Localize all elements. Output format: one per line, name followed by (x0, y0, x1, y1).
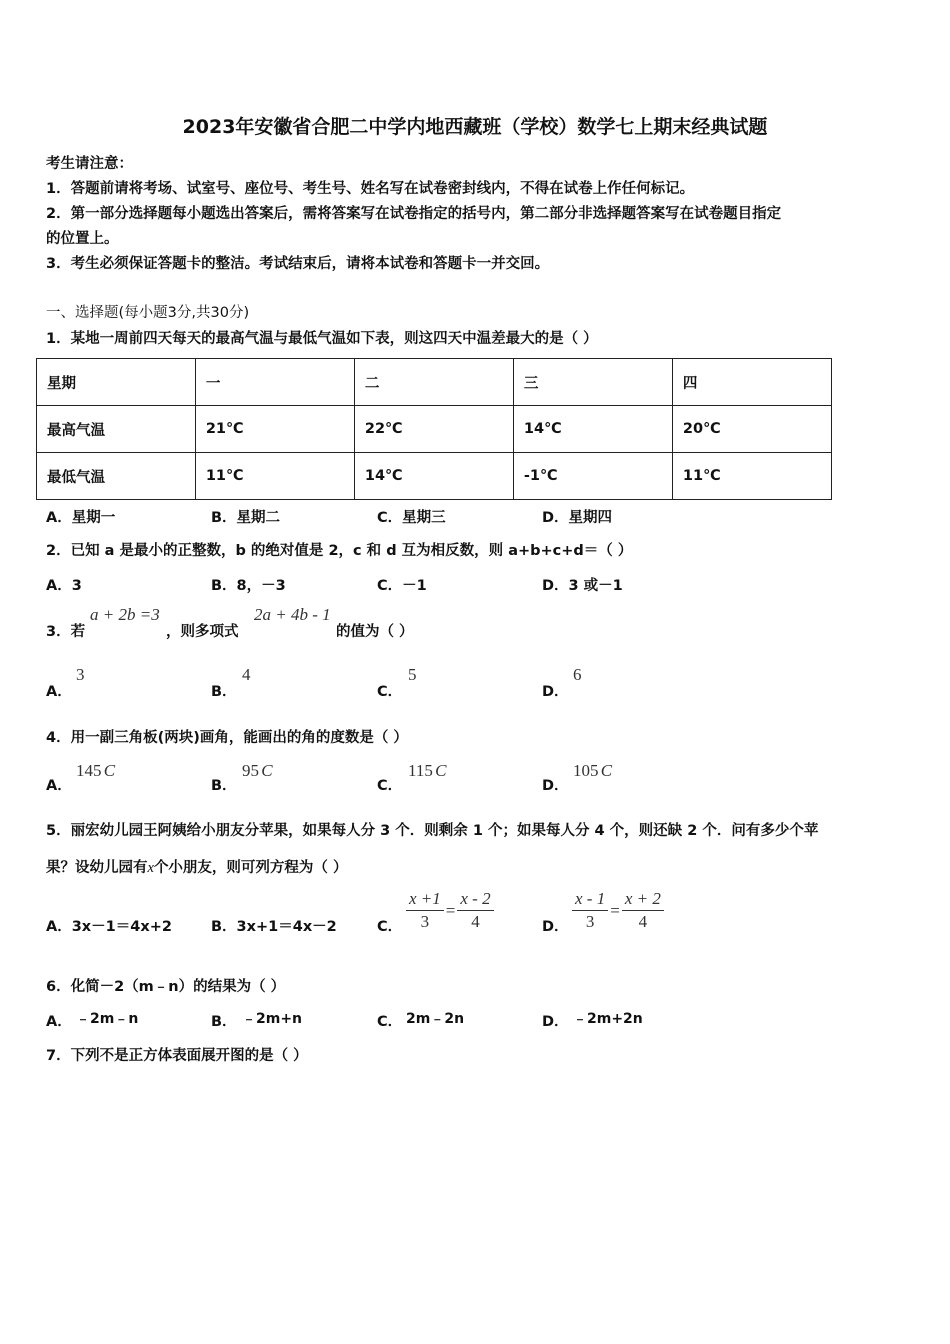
table-cell: 二 (354, 359, 513, 406)
option-d-label: D． (542, 684, 569, 700)
table-row (37, 406, 832, 453)
option-d-label: D． (542, 919, 569, 935)
denominator: 3 (585, 912, 595, 931)
option-c-label: C． (377, 1014, 403, 1030)
option-c-value: 2m﹣2n (406, 1011, 465, 1027)
option-a: A．3 (46, 578, 82, 594)
option-b-label: B． (211, 778, 237, 794)
option-d-value: 6 (573, 665, 582, 684)
option-c-label: C． (377, 778, 403, 794)
question-1-stem: 1．某地一周前四天每天的最高气温与最低气温如下表，则这四天中温差最大的是（ ） (46, 331, 598, 347)
table-cell: 11℃ (195, 453, 354, 500)
angle-degrees: 95 (242, 761, 259, 780)
notice-item: 2．第一部分选择题每小题选出答案后，需将答案写在试卷指定的括号内，第二部分非选择题答案写在试卷题目指定 (46, 206, 782, 222)
option-a: A．星期一 (46, 510, 116, 526)
question-3-expression: 2a + 4b - 1 (254, 605, 331, 624)
option-c-label: C． (377, 684, 403, 700)
fraction (406, 888, 444, 933)
table-cell: 14℃ (513, 406, 672, 453)
option-d: D．3 或－1 (542, 578, 623, 594)
table-cell: 14℃ (354, 453, 513, 500)
angle-unit: C (103, 761, 116, 780)
denominator: 3 (420, 912, 430, 931)
question-5-stem-line2 (46, 856, 348, 877)
option-a: A．3x－1＝4x+2 (46, 919, 172, 935)
question-7-stem: 7．下列不是正方体表面展开图的是（ ） (46, 1048, 308, 1064)
angle-unit: C (435, 761, 447, 780)
option-b: B．3x+1＝4x－2 (211, 919, 337, 935)
denominator: 4 (638, 912, 648, 931)
notice-heading: 考生请注意： (46, 156, 133, 172)
option-b-value: ﹣2m+n (242, 1011, 303, 1027)
question-3-mid: ，则多项式 (166, 624, 239, 640)
option-c-label: C． (377, 919, 403, 935)
equals-sign: = (610, 900, 620, 920)
option-b-label: B． (211, 684, 237, 700)
table-cell: 11℃ (672, 453, 831, 500)
notice-item: 3．考生必须保证答题卡的整洁。考试结束后，请将本试卷和答题卡一并交回。 (46, 256, 550, 272)
option-d-equation (572, 888, 664, 933)
option-d-label: D． (542, 1014, 569, 1030)
table-cell: 三 (513, 359, 672, 406)
section-heading: 一、选择题(每小题3分,共30分) (46, 305, 250, 321)
variable-x: x (147, 860, 154, 876)
question-3-prefix: 3．若 (46, 624, 86, 640)
table-cell: 四 (672, 359, 831, 406)
denominator: 4 (471, 912, 480, 931)
question-2-stem: 2．已知 a 是最小的正整数，b 的绝对值是 2，c 和 d 互为相反数，则 a+b+c+d＝（ ） (46, 543, 633, 559)
table-cell: 最高气温 (37, 406, 196, 453)
option-a-value: ﹣2m﹣n (76, 1011, 139, 1027)
option-a-value (76, 761, 115, 781)
table-cell: 21℃ (195, 406, 354, 453)
option-c-value (408, 761, 446, 781)
page-title: 2023年安徽省合肥二中学内地西藏班（学校）数学七上期末经典试题 (182, 116, 768, 138)
numerator: x - 2 (457, 888, 493, 911)
stem-text: 个小朋友，则可列方程为（ ） (153, 860, 348, 876)
table-cell: 最低气温 (37, 453, 196, 500)
question-3-suffix: 的值为（ ） (336, 624, 414, 640)
angle-degrees: 115 (408, 761, 433, 780)
numerator: x +1 (406, 888, 444, 911)
table-cell: 22℃ (354, 406, 513, 453)
question-5-stem-line1: 5．丽宏幼儿园王阿姨给小朋友分苹果，如果每人分 3 个．则剩余 1 个；如果每人分 4 个，则还缺 2 个．问有多少个苹 (46, 823, 819, 839)
option-d-value: ﹣2m+2n (573, 1011, 643, 1027)
table-row (37, 453, 832, 500)
question-4-stem: 4．用一副三角板(两块)画角，能画出的角的度数是（ ） (46, 730, 408, 746)
option-a-label: A． (46, 1014, 72, 1030)
option-d: D．星期四 (542, 510, 613, 526)
numerator: x + 2 (622, 888, 664, 911)
notice-item: 1．答题前请将考场、试室号、座位号、考生号、姓名写在试卷密封线内，不得在试卷上作任何标记。 (46, 181, 695, 197)
table-cell: 星期 (37, 359, 196, 406)
option-b-value: 4 (242, 665, 251, 684)
question-6-stem: 6．化简－2（m﹣n）的结果为（ ） (46, 979, 286, 995)
option-b-value (242, 761, 273, 781)
table-cell: 一 (195, 359, 354, 406)
option-c: C．－1 (377, 578, 427, 594)
notice-item: 的位置上。 (46, 231, 119, 247)
table-cell: 20℃ (672, 406, 831, 453)
fraction (622, 888, 664, 933)
fraction (457, 888, 493, 933)
option-a-label: A． (46, 778, 72, 794)
option-a-value: 3 (76, 665, 85, 684)
angle-unit: C (261, 761, 273, 780)
equals-sign: = (445, 900, 456, 920)
stem-text: 果？设幼儿园有 (46, 860, 148, 876)
option-b: B．星期二 (211, 510, 281, 526)
option-d-label: D． (542, 778, 569, 794)
numerator: x - 1 (572, 888, 608, 911)
temperature-table (36, 358, 832, 500)
option-b-label: B． (211, 1014, 237, 1030)
angle-degrees: 145 (76, 761, 102, 780)
option-c: C．星期三 (377, 510, 446, 526)
option-a-label: A． (46, 684, 72, 700)
option-c-equation (406, 888, 494, 933)
option-b: B．8，－3 (211, 578, 286, 594)
angle-degrees: 105 (573, 761, 599, 780)
option-c-value: 5 (408, 665, 417, 684)
question-3-condition: a + 2b =3 (90, 605, 160, 624)
angle-unit: C (600, 761, 613, 780)
table-cell: -1℃ (513, 453, 672, 500)
fraction (572, 888, 608, 933)
option-d-value (573, 761, 612, 781)
table-header-row (37, 359, 832, 406)
